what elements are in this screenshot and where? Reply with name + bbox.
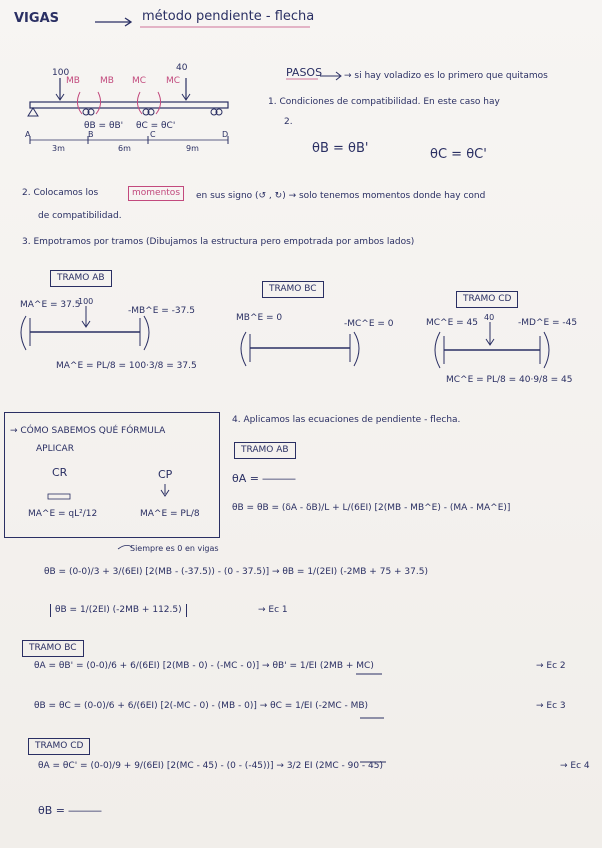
ec2-label: → Ec 2: [536, 661, 566, 671]
tramo-cd-heading: TRAMO CD: [28, 738, 90, 755]
step4-theta-b-general: θB = θB = (δA - δB)/L + L/(6EI) [2(MB - MB^E) - (MA - MA^E)]: [232, 503, 511, 513]
tramo-bc-title: TRAMO BC: [262, 281, 324, 298]
rotation-c: θC = θC': [136, 121, 176, 131]
step2-a: 2. Colocamos los: [22, 188, 99, 198]
header-title: VIGAS: [14, 11, 59, 26]
tramo-ab-load: 100: [78, 297, 94, 306]
moment-label-mb2: MB: [100, 76, 114, 86]
moment-label-mc: MC: [132, 76, 147, 86]
tramo-cd-title: TRAMO CD: [456, 291, 518, 308]
tramo-bc-heading: TRAMO BC: [22, 640, 84, 657]
formula-box-cp-formula: MA^E = PL/8: [140, 509, 200, 519]
formula-box-cp: CP: [158, 468, 173, 481]
pasos-heading: PASOS: [286, 66, 323, 79]
moment-label-mc2: MC: [166, 76, 181, 86]
beam: [30, 102, 228, 108]
compat-eq2: θC = θC': [430, 147, 487, 162]
ec4-label: → Ec 4: [560, 761, 590, 771]
eq-ab: θB = (0-0)/3 + 3/(6EI) [2(MB - (-37.5)) - (0 - 37.5)] → θB = 1/(2EI) (-2MB + 75 + 37.5): [44, 567, 428, 577]
step2-c: de compatibilidad.: [38, 211, 122, 221]
step2-b: en sus signo (↺ , ↻) → solo tenemos momentos donde hay cond: [196, 191, 486, 201]
tramo-ab-title: TRAMO AB: [50, 270, 112, 287]
tramo-ab-formula: MA^E = PL/8 = 100·3/8 = 37.5: [56, 361, 197, 371]
step1-b: 2.: [284, 117, 293, 127]
support-a: A: [25, 130, 31, 139]
moment-label-mb: MB: [66, 76, 80, 86]
load-label-100: 100: [52, 68, 70, 78]
tramo-cd-formula: MC^E = PL/8 = 40·9/8 = 45: [446, 375, 573, 385]
ec3-label: → Ec 3: [536, 701, 566, 711]
tramo-ab-left: MA^E = 37.5: [20, 300, 81, 310]
ec1-eq: θB = 1/(2EI) (-2MB + 112.5): [50, 604, 187, 617]
formula-box-title-b: APLICAR: [36, 444, 74, 454]
tramo-cd-load: 40: [484, 313, 495, 322]
step1-text: 1. Condiciones de compatibilidad. En este caso hay: [268, 97, 500, 107]
compat-eq1: θB = θB': [312, 141, 369, 156]
ec1-label: → Ec 1: [258, 605, 288, 615]
tramo-ab-right: -MB^E = -37.5: [128, 306, 195, 316]
header-topic: método pendiente - flecha: [142, 9, 315, 24]
eq-cd: θA = θC' = (0-0)/9 + 9/(6EI) [2(MC - 45) - (0 - (-45))] → 3/2 EI (2MC - 90 - 45): [38, 761, 384, 771]
rotation-b: θB = θB': [84, 121, 124, 131]
step4-tramo-ab: TRAMO AB: [234, 442, 296, 459]
pasos-note: → si hay voladizo es lo primero que quitamos: [344, 71, 548, 81]
support-d: D: [222, 130, 229, 139]
formula-box-title: → CÓMO SABEMOS QUÉ FÓRMULA: [10, 426, 166, 436]
step4-theta-a: θA = ―――: [232, 472, 296, 485]
tramo-bc-left: MB^E = 0: [236, 313, 283, 323]
step3-text: 3. Empotramos por tramos (Dibujamos la estructura pero empotrada por ambos lados): [22, 237, 415, 247]
always-zero-note: Siempre es 0 en vigas: [130, 544, 219, 553]
span-cd: 9m: [186, 144, 199, 153]
span-ab: 3m: [52, 144, 65, 153]
support-c: C: [150, 130, 156, 139]
step2-box: momentos: [128, 186, 184, 201]
tramo-cd-left: MC^E = 45: [426, 318, 478, 328]
theta-b-end: θB = ―――: [38, 804, 102, 817]
formula-box-cr-formula: MA^E = qL²/12: [28, 509, 98, 519]
span-bc: 6m: [118, 144, 131, 153]
step4-title: 4. Aplicamos las ecuaciones de pendiente - flecha.: [232, 415, 461, 425]
tramo-bc-right: -MC^E = 0: [344, 319, 394, 329]
eq-bc1: θA = θB' = (0-0)/6 + 6/(6EI) [2(MB - 0) - (-MC - 0)] → θB' = 1/EI (2MB + MC): [34, 661, 374, 671]
load-label-40: 40: [176, 63, 188, 73]
support-b: B: [88, 130, 94, 139]
tramo-cd-right: -MD^E = -45: [518, 318, 578, 328]
formula-box-cr: CR: [52, 466, 68, 479]
eq-bc2: θB = θC = (0-0)/6 + 6/(6EI) [2(-MC - 0) - (MB - 0)] → θC = 1/EI (-2MC - MB): [34, 701, 369, 711]
